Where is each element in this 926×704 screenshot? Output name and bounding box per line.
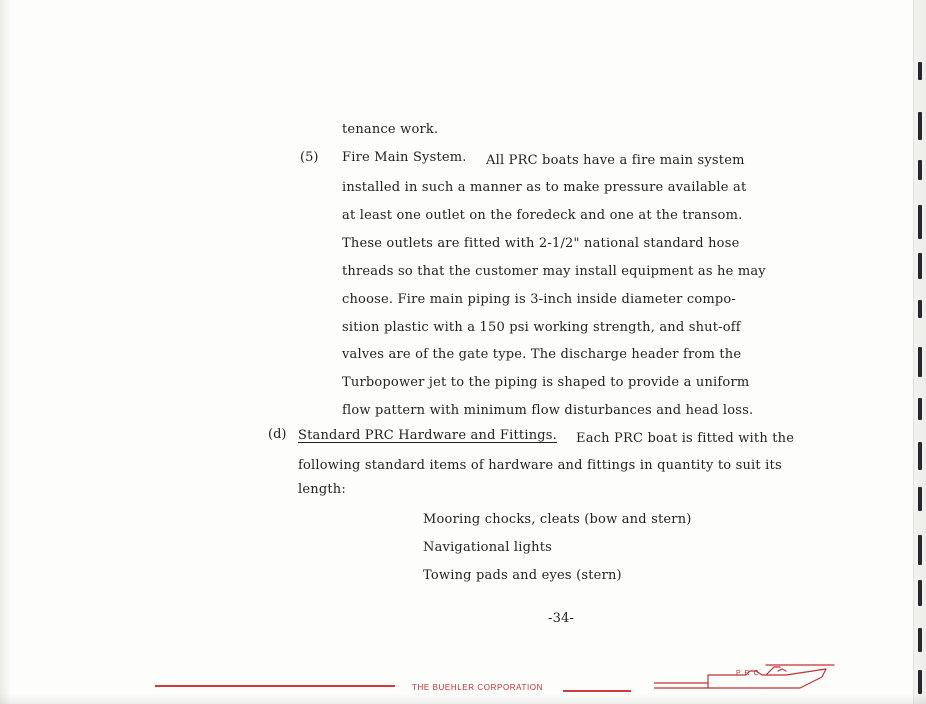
- item-5-line-7: sition plastic with a 150 psi working strength, and shut-off: [342, 320, 741, 335]
- item-5-line-9: Turbopower jet to the piping is shaped to provide a uniform: [342, 375, 750, 390]
- item-5-line-4: These outlets are fitted with 2-1/2" national standard hose: [342, 236, 740, 251]
- item-d-line-1: Each PRC boat is fitted with the: [576, 431, 795, 446]
- item-5-heading: Fire Main System.: [342, 150, 467, 165]
- page-number: -34-: [548, 611, 575, 626]
- svg-text:P R C: P R C: [736, 670, 760, 677]
- item-d-line-2: following standard items of hardware and fittings in quantity to suit its: [298, 458, 782, 473]
- item-5-line-3: at least one outlet on the foredeck and one at the transom.: [342, 208, 743, 223]
- hardware-item-towing: Towing pads and eyes (stern): [423, 568, 622, 583]
- item-5-marker: (5): [300, 150, 319, 165]
- hardware-item-mooring: Mooring chocks, cleats (bow and stern): [423, 512, 692, 527]
- item-5-line-5: threads so that the customer may install equipment as he may: [342, 264, 766, 279]
- item-d-heading: Standard PRC Hardware and Fittings.: [298, 428, 558, 443]
- item-d-marker: (d): [268, 427, 287, 442]
- continuation-line: tenance work.: [342, 122, 439, 137]
- item-5-line-1: All PRC boats have a fire main system: [486, 153, 745, 168]
- item-5-line-8: valves are of the gate type. The discharge header from the: [342, 347, 742, 362]
- hardware-item-lights: Navigational lights: [423, 540, 553, 555]
- page-bottom-shadow: [0, 694, 926, 704]
- footer-company-text: THE BUEHLER CORPORATION: [412, 683, 543, 692]
- item-5-line-10: flow pattern with minimum flow disturbances and head loss.: [342, 403, 754, 418]
- item-5-line-6: choose. Fire main piping is 3-inch inside diameter compo-: [342, 292, 737, 307]
- item-d-line-3: length:: [298, 482, 346, 497]
- item-5-line-2: installed in such a manner as to make pressure available at: [342, 180, 747, 195]
